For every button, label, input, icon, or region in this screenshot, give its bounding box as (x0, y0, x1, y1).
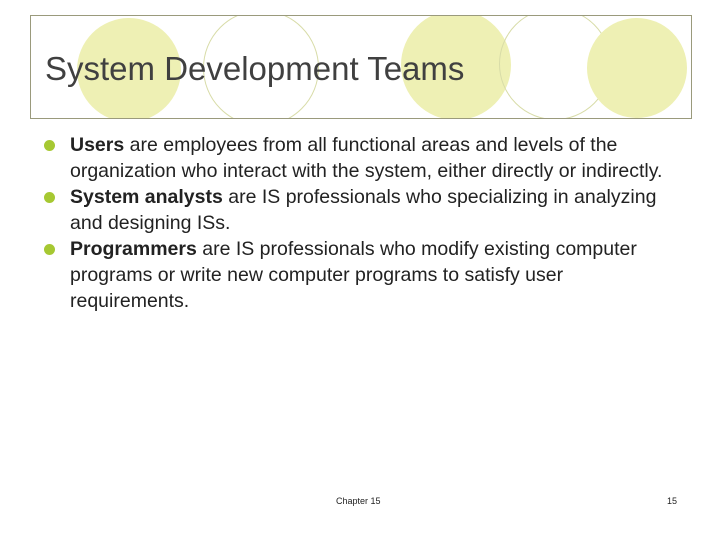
bullet-item-users (44, 132, 684, 184)
bullet-list (44, 132, 684, 314)
title-box (30, 15, 692, 119)
bullet-icon (44, 244, 55, 255)
bullet-icon (44, 192, 55, 203)
bullet-item-programmers (44, 236, 684, 314)
bullet-term: Users (70, 134, 125, 156)
bullet-text: are IS professionals who specializing in analyzing and designing ISs. (70, 186, 657, 234)
bullet-item-system-analysts (44, 184, 684, 236)
bullet-term: System analysts (70, 186, 223, 208)
decorative-circle (587, 18, 687, 118)
footer-page-number: 15 (667, 496, 678, 506)
bullet-text: are IS professionals who modify existing computer programs or write new computer programs to satisfy user requirements. (70, 238, 637, 312)
footer-chapter: Chapter 15 (336, 496, 381, 506)
bullet-term: Programmers (70, 238, 197, 260)
bullet-icon (44, 140, 55, 151)
slide-title: System Development Teams (45, 50, 465, 87)
bullet-text: are employees from all functional areas and levels of the organization who interact with the system, either directly or indirectly. (70, 134, 663, 182)
